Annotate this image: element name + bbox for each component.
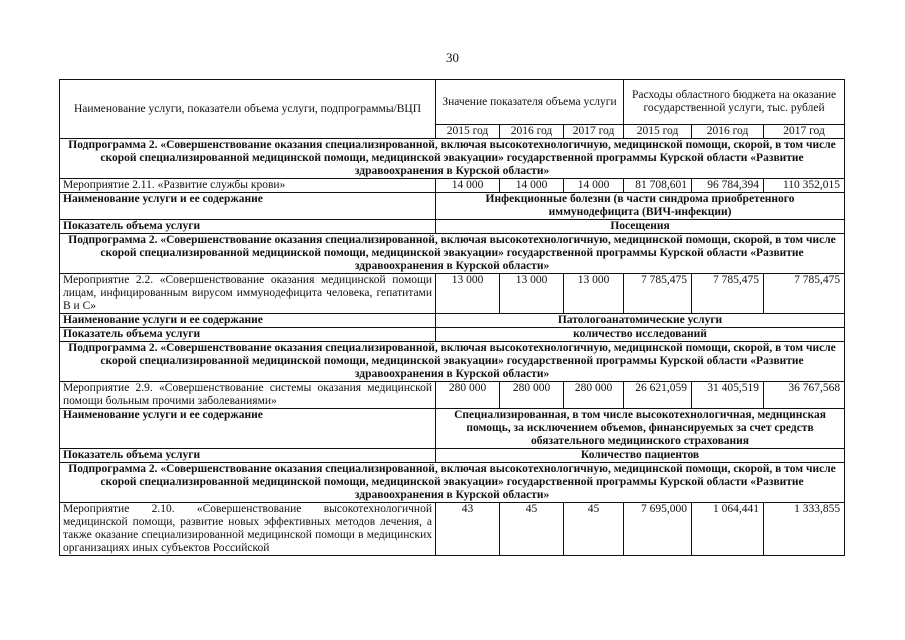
indicator-label: Показатель объема услуги: [60, 449, 436, 463]
measure-row: [60, 503, 845, 556]
value-cell: 96 784,394: [692, 179, 764, 193]
subprogram-heading: Подпрограмма 2. «Совершенствование оказания специализированной, включая высокотехнологичную, медицинской помощи, скорой, в том числе скорой специализированной медицинской помощи, медицинской эвакуации» государственной программы Курской области «Развитие здравоохранения в Курской области»: [60, 234, 845, 274]
value-cell: 280 000: [564, 382, 624, 409]
indicator-label: Показатель объема услуги: [60, 220, 436, 234]
year-cell: 2017 год: [564, 125, 624, 139]
value-cell: 36 767,568: [764, 382, 845, 409]
indicator-row: [60, 220, 845, 234]
value-cell: 26 621,059: [624, 382, 692, 409]
subprogram-row: [60, 463, 845, 503]
service-row: [60, 409, 845, 449]
subprogram-row: [60, 234, 845, 274]
page-number: 30: [446, 50, 459, 65]
measure-row: [60, 179, 845, 193]
value-cell: 31 405,519: [692, 382, 764, 409]
subprogram-heading: Подпрограмма 2. «Совершенствование оказания специализированной, включая высокотехнологичную, медицинской помощи, скорой, в том числе скорой специализированной медицинской помощи, медицинской эвакуации» государственной программы Курской области «Развитие здравоохранения в Курской области»: [60, 139, 845, 179]
service-label: Наименование услуги и ее содержание: [60, 314, 436, 328]
service-name: Инфекционные болезни (в части синдрома приобретенного иммунодефицита (ВИЧ-инфекции): [436, 193, 845, 220]
service-name: Патологоанатомические услуги: [436, 314, 845, 328]
year-cell: 2016 год: [692, 125, 764, 139]
measure-row: [60, 274, 845, 314]
value-cell: 45: [564, 503, 624, 556]
value-cell: 14 000: [436, 179, 500, 193]
year-cell: 2015 год: [436, 125, 500, 139]
subprogram-row: [60, 342, 845, 382]
value-cell: 45: [500, 503, 564, 556]
subprogram-row: [60, 139, 845, 179]
service-name: Специализированная, в том числе высокотехнологичная, медицинская помощь, за исключением объемов, финансируемых за счет средств обязательного медицинского страхования: [436, 409, 845, 449]
indicator-value: Количество пациентов: [436, 449, 845, 463]
measure-row: [60, 382, 845, 409]
value-cell: 7 785,475: [692, 274, 764, 314]
year-cell: 2017 год: [764, 125, 845, 139]
budget-table: [59, 79, 845, 556]
measure-name: Мероприятие 2.11. «Развитие службы крови»: [60, 179, 436, 193]
measure-name: Мероприятие 2.2. «Совершенствование оказания медицинской помощи лицам, инфицированным вирусом иммунодефицита человека, гепатитами В и С»: [60, 274, 436, 314]
value-cell: 7 785,475: [624, 274, 692, 314]
value-cell: 7 785,475: [764, 274, 845, 314]
indicator-label: Показатель объема услуги: [60, 328, 436, 342]
value-cell: 13 000: [500, 274, 564, 314]
service-row: [60, 314, 845, 328]
measure-name: Мероприятие 2.9. «Совершенствование системы оказания медицинской помощи больным прочими заболеваниями»: [60, 382, 436, 409]
value-cell: 13 000: [564, 274, 624, 314]
measure-name: Мероприятие 2.10. «Совершенствование высокотехнологичной медицинской помощи, развитие новых эффективных методов лечения, а также оказание специализированной медицинской помощи в медицинских организациях иных субъектов Российской: [60, 503, 436, 556]
indicator-value: количество исследований: [436, 328, 845, 342]
subprogram-heading: Подпрограмма 2. «Совершенствование оказания специализированной, включая высокотехнологичную, медицинской помощи, скорой, в том числе скорой специализированной медицинской помощи, медицинской эвакуации» государственной программы Курской области «Развитие здравоохранения в Курской области»: [60, 342, 845, 382]
header-name-cell: Наименование услуги, показатели объема услуги, подпрограммы/ВЦП: [60, 80, 436, 139]
value-cell: 43: [436, 503, 500, 556]
year-cell: 2016 год: [500, 125, 564, 139]
header-expense-group: Расходы областного бюджета на оказание государственной услуги, тыс. рублей: [624, 80, 845, 125]
indicator-row: [60, 449, 845, 463]
year-cell: 2015 год: [624, 125, 692, 139]
service-label: Наименование услуги и ее содержание: [60, 193, 436, 220]
value-cell: 7 695,000: [624, 503, 692, 556]
value-cell: 280 000: [436, 382, 500, 409]
service-row: [60, 193, 845, 220]
value-cell: 110 352,015: [764, 179, 845, 193]
value-cell: 14 000: [564, 179, 624, 193]
subprogram-heading: Подпрограмма 2. «Совершенствование оказания специализированной, включая высокотехнологичную, медицинской помощи, скорой, в том числе скорой специализированной медицинской помощи, медицинской эвакуации» государственной программы Курской области «Развитие здравоохранения в Курской области»: [60, 463, 845, 503]
value-cell: 81 708,601: [624, 179, 692, 193]
header-row: [60, 80, 845, 125]
value-cell: 1 064,441: [692, 503, 764, 556]
value-cell: 14 000: [500, 179, 564, 193]
value-cell: 1 333,855: [764, 503, 845, 556]
indicator-value: Посещения: [436, 220, 845, 234]
value-cell: 280 000: [500, 382, 564, 409]
indicator-row: [60, 328, 845, 342]
service-label: Наименование услуги и ее содержание: [60, 409, 436, 449]
value-cell: 13 000: [436, 274, 500, 314]
header-indicator-group: Значение показателя объема услуги: [436, 80, 624, 125]
